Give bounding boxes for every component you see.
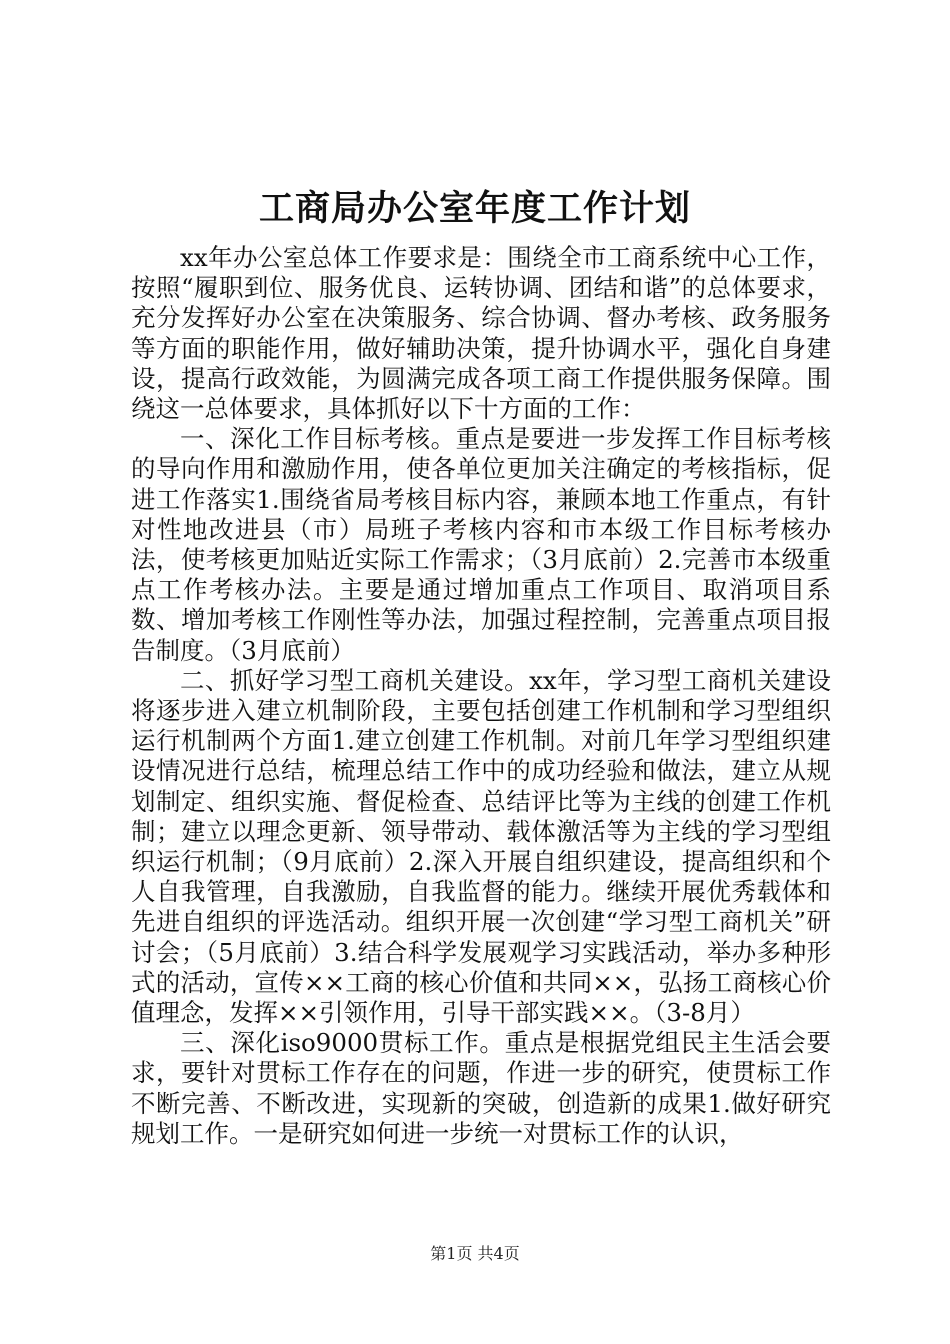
paragraph-section-2: 二、抓好学习型工商机关建设。xx年，学习型工商机关建设将逐步进入建立机制阶段，主要包括创建工作机制和学习型组织运行机制两个方面1.建立创建工作机制。对前几年学习型组织建设情况进行总结，梳理总结工作中的成功经验和做法，建立从规划制定、组织实施、督促检查、总结评比等为主线的创建工作机制；建立以理念更新、领导带动、载体激活等为主线的学习型组织运行机制；（9月底前）2.深入开展自组织建设，提高组织和个人自我管理，自我激励，自我监督的能力。继续开展优秀载体和先进自组织的评选活动。组织开展一次创建“学习型工商机关”研讨会；（5月底前）3.结合科学发展观学习实践活动，举办多种形式的活动，宣传××工商的核心价值和共同××，弘扬工商核心价值理念，发挥××引领作用，引导干部实践××。（3-8月） (131, 665, 831, 1028)
paragraph-intro: xx年办公室总体工作要求是：围绕全市工商系统中心工作，按照“履职到位、服务优良、运转协调、团结和谐”的总体要求，充分发挥好办公室在决策服务、综合协调、督办考核、政务服务等方面的职能作用，做好辅助决策，提升协调水平，强化自身建设，提高行政效能，为圆满完成各项工商工作提供服务保障。围绕这一总体要求，具体抓好以下十方面的工作： (131, 243, 831, 424)
paragraph-section-1: 一、深化工作目标考核。重点是要进一步发挥工作目标考核的导向作用和激励作用，使各单位更加关注确定的考核指标，促进工作落实1.围绕省局考核目标内容，兼顾本地工作重点，有针对性地改进县（市）局班子考核内容和市本级工作目标考核办法，使考核更加贴近实际工作需求；（3月底前）2.完善市本级重点工作考核办法。主要是通过增加重点工作项目、取消项目系数、增加考核工作刚性等办法，加强过程控制，完善重点项目报告制度。（3月底前） (131, 424, 831, 665)
page-footer: 第1页 共4页 (430, 1244, 520, 1263)
document-title: 工商局办公室年度工作计划 (258, 188, 691, 229)
paragraph-section-3: 三、深化iso9000贯标工作。重点是根据党组民主生活会要求，要针对贯标工作存在的问题，作进一步的研究，使贯标工作不断完善、不断改进，实现新的突破，创造新的成果1.做好研究规划工作。一是研究如何进一步统一对贯标工作的认识， (131, 1028, 831, 1148)
document-body (131, 243, 831, 1149)
